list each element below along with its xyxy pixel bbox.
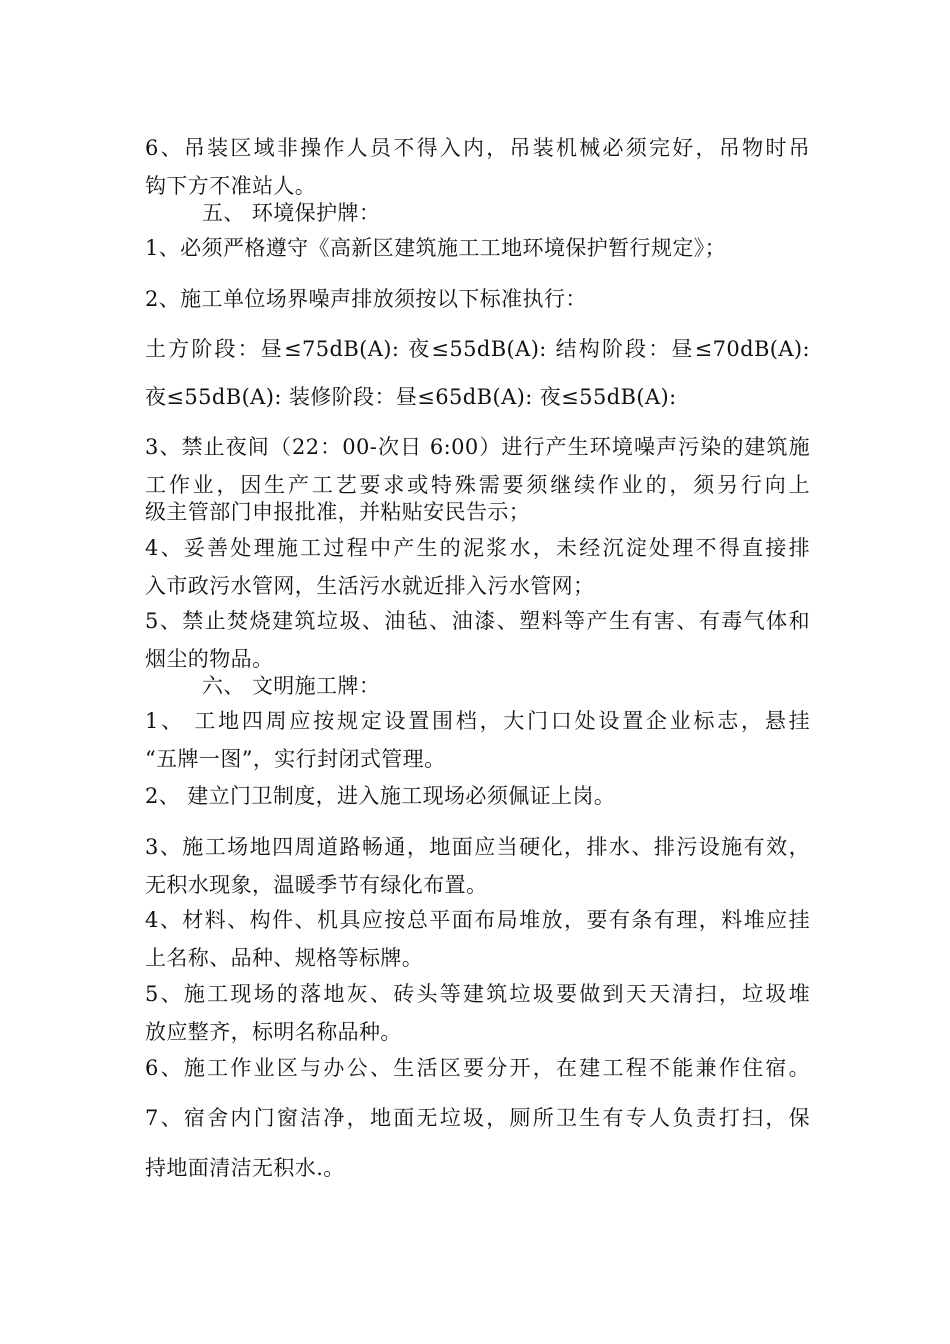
paragraph-line: 入市政污水管网，生活污水就近排入污水管网； [145,574,595,598]
paragraph-line: 5、禁止焚烧建筑垃圾、油毡、油漆、塑料等产生有害、有毒气体和 [145,609,810,633]
paragraph-line: 6、施工作业区与办公、生活区要分开，在建工程不能兼作住宿。 [145,1056,810,1080]
paragraph-line: 夜≤55dB(A): 装修阶段：昼≤65dB(A): 夜≤55dB(A): [145,385,677,409]
paragraph-line: 1、必须严格遵守《高新区建筑施工工地环境保护暂行规定》； [145,236,727,260]
paragraph-line: 钩下方不准站人。 [145,174,317,198]
paragraph-line: 4、材料、构件、机具应按总平面布局堆放，要有条有理，料堆应挂 [145,908,810,932]
paragraph-line: 无积水现象，温暖季节有绿化布置。 [145,873,488,897]
paragraph-line: 烟尘的物品。 [145,647,274,671]
paragraph-line: “五牌一图”，实行封闭式管理。 [145,747,446,771]
paragraph-line: 土方阶段：昼≤75dB(A): 夜≤55dB(A): 结构阶段：昼≤70dB(A): [145,337,810,361]
paragraph-line: 3、施工场地四周道路畅通，地面应当硬化，排水、排污设施有效， [145,835,810,859]
section-heading: 六、 文明施工牌： [202,674,381,698]
paragraph-line: 持地面清洁无积水.。 [145,1156,345,1180]
paragraph-line: 3、禁止夜间（22：00-次日 6:00）进行产生环境噪声污染的建筑施 [145,435,810,459]
paragraph-line: 2、施工单位场界噪声排放须按以下标准执行： [145,287,587,311]
paragraph-line: 级主管部门申报批准，并粘贴安民告示； [145,500,531,524]
paragraph-line: 1、 工地四周应按规定设置围档，大门口处设置企业标志，悬挂 [145,709,810,733]
paragraph-line: 5、施工现场的落地灰、砖头等建筑垃圾要做到天天清扫，垃圾堆 [145,982,810,1006]
section-heading: 五、 环境保护牌： [202,201,381,225]
paragraph-line: 工作业，因生产工艺要求或特殊需要须继续作业的，须另行向上 [145,473,810,497]
paragraph-line: 放应整齐，标明名称品种。 [145,1020,402,1044]
paragraph-line: 2、 建立门卫制度，进入施工现场必须佩证上岗。 [145,784,616,808]
paragraph-line: 上名称、品种、规格等标牌。 [145,946,424,970]
paragraph-line: 6、吊装区域非操作人员不得入内，吊装机械必须完好，吊物时吊 [145,136,810,160]
paragraph-line: 4、妥善处理施工过程中产生的泥浆水，未经沉淀处理不得直接排 [145,536,810,560]
paragraph-line: 7、宿舍内门窗洁净，地面无垃圾，厕所卫生有专人负责打扫，保 [145,1106,810,1130]
